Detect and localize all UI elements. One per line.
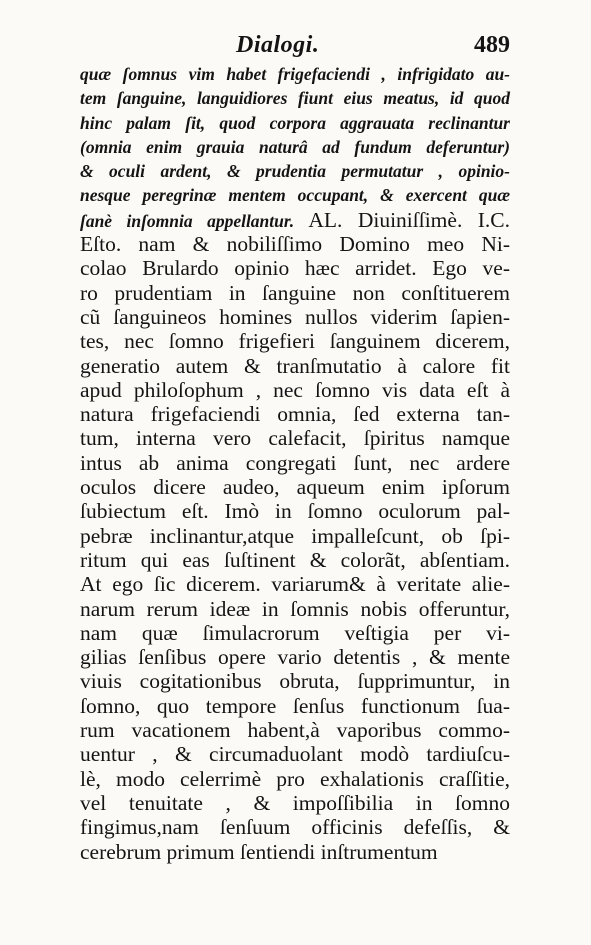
- text-line: apud philoſophum , nec ſomno vis data eſt à: [80, 377, 510, 402]
- text-line: lè, modo celerrimè pro exhalationis craſſitie,: [80, 766, 510, 791]
- text-line: nam quæ ſimulacrorum veſtigia per vi-: [80, 620, 510, 645]
- text-line: generatio autem & tranſmutatio à calore fit: [80, 353, 510, 378]
- text-line: colao Brulardo opinio hæc arridet. Ego ve-: [80, 256, 510, 281]
- text-line: intus ab anima congregati ſunt, nec ardere: [80, 450, 510, 475]
- page-number: 489: [474, 32, 510, 58]
- text-line: ritum qui eas ſuſtinent & colorãt, abſentiam.: [80, 547, 510, 572]
- text-line: gilias ſenſibus opere vario detentis , & mente: [80, 645, 510, 670]
- text-line: natura frigefaciendi omnia, ſed externa tan-: [80, 402, 510, 427]
- text-line: ſomno, quo tempore ſenſus functionum ſua-: [80, 693, 510, 718]
- text-line: oculos dicere audeo, aqueum enim ipſorum: [80, 475, 510, 500]
- running-title: Dialogi.: [236, 32, 320, 58]
- text-line: narum rerum ideæ in ſomnis nobis offeruntur,: [80, 596, 510, 621]
- italic-segment: ſanè inſomnia appellantur.: [80, 210, 295, 231]
- text-line: & oculi ardent, & prudentia permutatur , opinio-: [80, 161, 510, 182]
- text-line: Eſto. nam & nobiliſſimo Domino meo Ni-: [80, 232, 510, 257]
- text-line: tem ſanguine, languidiores fiunt eius meatus, id quod: [80, 88, 510, 109]
- text-line: ro prudentiam in ſanguine non conſtituerem: [80, 280, 510, 305]
- text-line: cerebrum primum ſentiendi inſtrumentum: [80, 839, 438, 864]
- body-text: [80, 62, 510, 864]
- roman-segment: AL. Diuiniſſimè. I.C.: [294, 207, 511, 232]
- text-line: vel tenuitate , & impoſſibilia in ſomno: [80, 790, 510, 815]
- text-line: rum vacationem habent,à vaporibus commo-: [80, 718, 510, 743]
- text-line: uentur , & circumaduolant modò tardiuſcu-: [80, 742, 510, 767]
- text-line: pebræ inclinantur,atque impalleſcunt, ob ſpi-: [80, 523, 510, 548]
- text-line: nesque peregrinæ mentem occupant, & exercent quæ: [80, 185, 510, 206]
- text-line: fingimus,nam ſenſuum officinis defeſſis, &: [80, 815, 510, 840]
- text-line: At ego ſic dicerem. variarum& à veritate alie-: [80, 572, 510, 597]
- text-line: viuis cogitationibus obruta, ſupprimuntur, in: [80, 669, 510, 694]
- text-line: quæ ſomnus vim habet frigefaciendi , infrigidato au-: [80, 64, 510, 84]
- text-line: hinc palam ſit, quod corpora aggrauata reclinantur: [80, 112, 510, 133]
- text-line: (omnia enim grauia naturâ ad fundum deferuntur): [80, 136, 510, 157]
- text-line: cũ ſanguineos homines nullos viderim ſapien-: [80, 304, 510, 329]
- text-line: [80, 208, 510, 232]
- text-line: ſubiectum eſt. Imò in ſomno oculorum pal-: [80, 499, 510, 524]
- text-line: tum, interna vero calefacit, ſpiritus namque: [80, 426, 510, 451]
- running-head: [80, 32, 510, 64]
- text-line: tes, nec ſomno frigefieri ſanguinem dicerem,: [80, 329, 510, 354]
